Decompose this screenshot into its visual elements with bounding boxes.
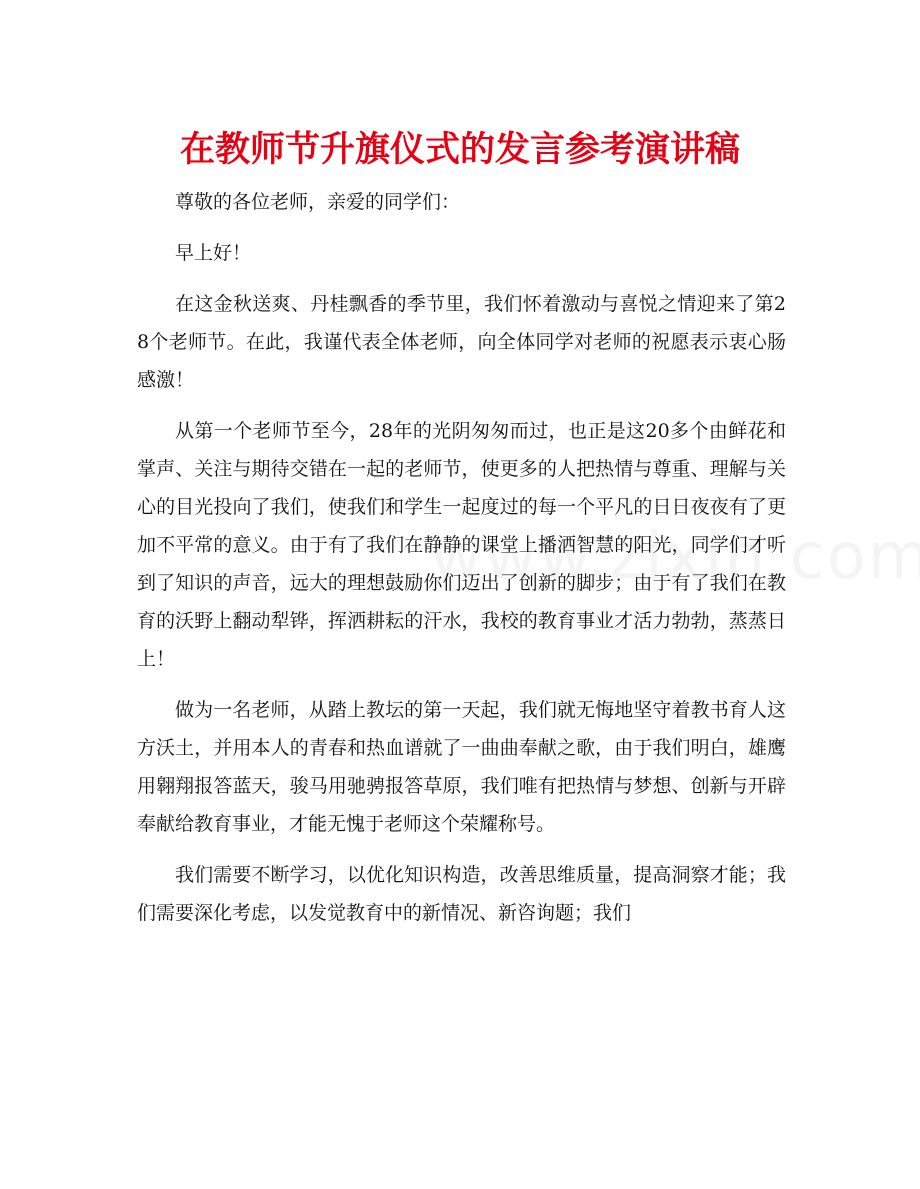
- document-title: 在教师节升旗仪式的发言参考演讲稿: [179, 130, 740, 170]
- paragraph: 做为一名老师，从踏上教坛的第一天起，我们就无悔地坚守着教书育人这方沃土，并用本人的青春和热血谱就了一曲曲奉献之歌，由于我们明白，雄鹰用翱翔报答蓝天，骏马用驰骋报答草原，我们唯有把热情与梦想、创新与开辟奉献给教育事业，才能无愧于老师这个荣耀称号。: [137, 699, 786, 835]
- paragraph: 从第一个老师节至今，28年的光阴匆匆而过，也正是这20多个由鲜花和掌声、关注与期待交错在一起的老师节，使更多的人把热情与尊重、理解与关心的目光投向了我们，使我们和学生一起度过的每一个平凡的日日夜夜有了更加不平常的意义。由于有了我们在静静的课堂上播洒智慧的阳光，同学们才听到了知识的声音，远大的理想鼓励你们迈出了创新的脚步；由于有了我们在教育的沃野上翻动犁铧，挥洒耕耘的汗水，我校的教育事业才活力勃勃，蒸蒸日上！: [137, 420, 786, 670]
- document-body: [137, 183, 786, 945]
- greeting: 早上好！: [175, 242, 252, 264]
- paragraph: 在这金秋送爽、丹桂飘香的季节里，我们怀着激动与喜悦之情迎来了第28个老师节。在此，我谨代表全体老师，向全体同学对老师的祝愿表示衷心肠感激！: [137, 293, 786, 391]
- paragraph: 我们需要不断学习，以优化知识构造，改善思维质量，提高洞察才能；我们需要深化考虑，以发觉教育中的新情况、新咨询题；我们: [137, 864, 786, 924]
- salutation: 尊敬的各位老师，亲爱的同学们：: [175, 191, 461, 213]
